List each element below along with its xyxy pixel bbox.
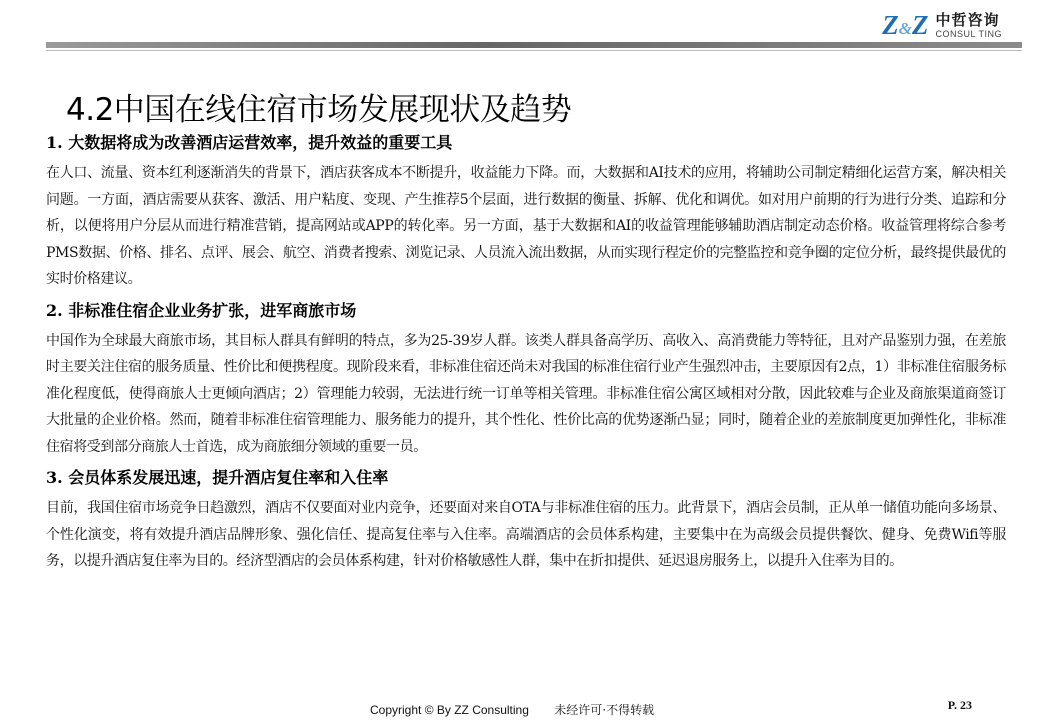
page-title: 4.2中国在线住宿市场发展现状及趋势 [66, 92, 572, 128]
section-big-data [46, 132, 1006, 300]
section-heading: 3. 会员体系发展迅速，提升酒店复住率和入住率 [46, 468, 389, 487]
logo-mark-amp: & [898, 19, 911, 38]
header-divider [46, 42, 1022, 48]
section-membership [46, 467, 1006, 582]
logo-text [935, 10, 1002, 39]
section-paragraph: 目前，我国住宿市场竞争日趋激烈，酒店不仅要面对业内竞争，还要面对来自OTA与非标准住宿的压力。此背景下，酒店会员制，正从单一储值功能向多场景、个性化演变，将有效提升酒店品牌形象、强化信任、提高复住率与入住率。高端酒店的会员体系构建，主要集中在为高级会员提供餐饮、健身、免费Wifi等服务，以提升酒店复住率为目的。经济型酒店的会员体系构建，针对价格敏感性人群，集中在折扣提供、延迟退房服务上，以提升入住率为目的。 [46, 500, 1006, 569]
copyright-text: Copyright © By ZZ Consulting [370, 703, 529, 717]
logo-chinese-name: 中哲咨询 [935, 10, 1000, 29]
logo-mark-z-right: Z [911, 10, 928, 40]
section-heading: 1. 大数据将成为改善酒店运营效率，提升效益的重要工具 [46, 133, 453, 152]
section-non-standard-lodging [46, 300, 1006, 468]
company-logo [882, 10, 1002, 41]
section-paragraph: 中国作为全球最大商旅市场，其目标人群具有鲜明的特点，多为25-39岁人群。该类人群具备高学历、高收入、高消费能力等特征，且对产品鉴别力强，在差旅时主要关注住宿的服务质量、性价比和便携程度。现阶段来看，非标准住宿还尚未对我国的标准住宿行业产生强烈冲击，主要原因有2点，1）非标准住宿服务标准化程度低，使得商旅人士更倾向酒店；2）管理能力较弱，无法进行统一订单等相关管理。非标准住宿公寓区域相对分散，因此较难与企业及商旅渠道商签订大批量的企业价格。然而，随着非标准住宿管理能力、服务能力的提升，其个性化、性价比高的优势逐渐凸显；同时，随着企业的差旅制度更加弹性化，非标准住宿将受到部分商旅人士首选，成为商旅细分领域的重要一员。 [46, 332, 1006, 455]
footer [370, 701, 654, 718]
section-paragraph: 在人口、流量、资本红利逐渐消失的背景下，酒店获客成本不断提升，收益能力下降。而，大数据和AI技术的应用，将辅助公司制定精细化运营方案，解决相关问题。一方面，酒店需要从获客、激活、用户粘度、变现、产生推荐5个层面，进行数据的衡量、拆解、优化和调优。如对用户前期的行为进行分类、追踪和分析，以便将用户分层从而进行精准营销，提高网站或APP的转化率。另一方面，基于大数据和AI的收益管理能够辅助酒店制定动态价格。收益管理将综合参考PMS数据、价格、排名、点评、展会、航空、消费者搜索、浏览记录、人员流入流出数据，从而实现行程定价的完整监控和竞争圈的定位分析，最终提供最优的实时价格建议。 [46, 165, 1006, 287]
logo-mark [882, 10, 927, 41]
main-content [46, 132, 1006, 582]
reprint-notice: 未经许可·不得转载 [554, 703, 655, 717]
section-heading: 2. 非标准住宿企业业务扩张，进军商旅市场 [46, 300, 357, 320]
logo-english-name: CONSUL TING [935, 28, 1002, 39]
page-number: P. 23 [947, 698, 972, 712]
logo-mark-z-left: Z [882, 10, 898, 40]
